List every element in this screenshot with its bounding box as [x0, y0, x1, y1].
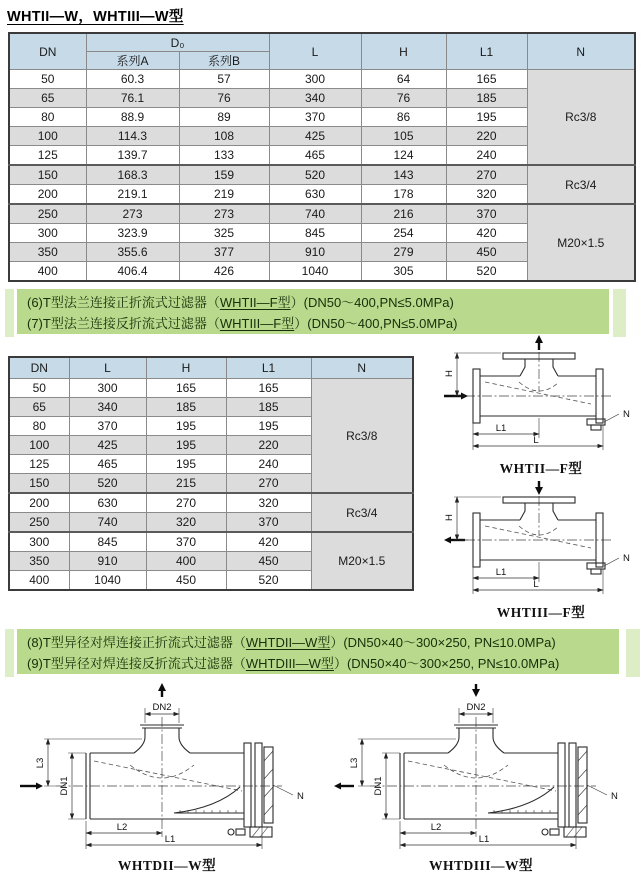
table-row [9, 532, 413, 552]
cell: 76 [361, 89, 446, 108]
model-code: WHTII—F型 [219, 295, 291, 310]
cell: 370 [69, 417, 146, 436]
cell: 219.1 [86, 185, 179, 205]
cell: 60.3 [86, 70, 179, 89]
cell: 377 [179, 243, 269, 262]
band-accent-strip-right [626, 629, 640, 677]
cell: 270 [146, 493, 226, 513]
cell: 400 [146, 552, 226, 571]
cell: 64 [361, 70, 446, 89]
table-row [9, 493, 413, 513]
cell: 185 [226, 398, 311, 417]
cell: 350 [9, 243, 86, 262]
section-line-6 [27, 292, 609, 313]
cell: 465 [269, 146, 361, 166]
flow-arrow-down-icon [535, 481, 543, 495]
cell: 273 [179, 204, 269, 224]
col-header-l1: L1 [446, 33, 527, 70]
cell: 910 [69, 552, 146, 571]
cell: 159 [179, 165, 269, 185]
cell: 1040 [69, 571, 146, 591]
cell: 50 [9, 70, 86, 89]
section-heading-band-d-types [17, 629, 619, 674]
band-accent-strip-left [5, 629, 14, 677]
cell: 250 [9, 204, 86, 224]
section-text: (7)T型法兰连接反折流式过滤器（ [27, 316, 220, 331]
cell: 350 [9, 552, 69, 571]
cell: 124 [361, 146, 446, 166]
cell: 195 [146, 417, 226, 436]
cell: 254 [361, 224, 446, 243]
cell: 65 [9, 89, 86, 108]
dim-label-l3: L3 [349, 757, 360, 769]
cell: 150 [9, 165, 86, 185]
cell: 165 [146, 379, 226, 398]
diagram-whtdiii-w [326, 681, 636, 874]
cell: 80 [9, 108, 86, 127]
cell: 195 [146, 455, 226, 474]
strainer-drawing [326, 681, 636, 853]
cell: 340 [269, 89, 361, 108]
cell: 200 [9, 493, 69, 513]
cell: 86 [361, 108, 446, 127]
section-text: ）(DN50×40～300×250, PN≤10.0MPa) [330, 635, 556, 650]
diagram-caption: WHTII—F型 [499, 461, 583, 476]
dim-label-h: H [444, 514, 455, 521]
dim-label-n: N [611, 791, 618, 802]
cell: 370 [446, 204, 527, 224]
dim-label-dn1: DN1 [373, 776, 384, 796]
col-header-series-a: 系列A [86, 52, 179, 70]
dim-label-l1: L1 [478, 834, 490, 845]
cell: 630 [69, 493, 146, 513]
col-header-n: N [311, 357, 413, 379]
n-group-cell: M20×1.5 [527, 204, 635, 281]
cell: 630 [269, 185, 361, 205]
col-header-l: L [269, 33, 361, 70]
cell: 76.1 [86, 89, 179, 108]
flow-arrow-out-icon [334, 783, 354, 790]
dim-label-n: N [623, 409, 630, 420]
cell: 425 [269, 127, 361, 146]
cell: 185 [446, 89, 527, 108]
cell: 108 [179, 127, 269, 146]
cell: 520 [69, 474, 146, 494]
cell: 200 [9, 185, 86, 205]
n-group-cell: Rc3/8 [311, 379, 413, 494]
cell: 114.3 [86, 127, 179, 146]
cell: 240 [226, 455, 311, 474]
cell: 270 [226, 474, 311, 494]
cell: 400 [9, 571, 69, 591]
cell: 125 [9, 146, 86, 166]
table-row [9, 204, 635, 224]
cell: 240 [446, 146, 527, 166]
cell: 740 [69, 513, 146, 533]
flow-arrow-up-icon [158, 683, 166, 697]
table-whtf-dimensions [8, 356, 414, 591]
cell: 195 [446, 108, 527, 127]
col-header-h: H [146, 357, 226, 379]
dim-label-l1: L1 [164, 834, 176, 845]
col-header-series-b: 系列B [179, 52, 269, 70]
cell: 168.3 [86, 165, 179, 185]
cell: 910 [269, 243, 361, 262]
cell: 355.6 [86, 243, 179, 262]
col-header-h: H [361, 33, 446, 70]
page-title: WHTII—W，WHTIII—W型 [7, 9, 184, 25]
cell: 195 [146, 436, 226, 455]
cell: 270 [446, 165, 527, 185]
section-text: ）(DN50×40～300×250, PN≤10.0MPa) [333, 656, 560, 671]
section-text: ）(DN50～400,PN≤5.0MPa) [294, 316, 458, 331]
cell: 215 [146, 474, 226, 494]
flow-arrow-in-icon [20, 783, 43, 790]
cell: 406.4 [86, 262, 179, 282]
cell: 370 [226, 513, 311, 533]
cell: 100 [9, 436, 69, 455]
col-header-l1: L1 [226, 357, 311, 379]
cell: 50 [9, 379, 69, 398]
dim-label-l1: L1 [495, 567, 507, 578]
cell: 220 [446, 127, 527, 146]
cell: 520 [226, 571, 311, 591]
dim-label-l1: L1 [495, 423, 507, 434]
cell: 320 [146, 513, 226, 533]
dim-label-l: L [533, 435, 539, 446]
cell: 143 [361, 165, 446, 185]
header-row [9, 357, 413, 379]
section-heading-band-f-types [17, 289, 609, 334]
dim-label-l3: L3 [35, 757, 46, 769]
cell: 139.7 [86, 146, 179, 166]
n-group-cell: M20×1.5 [311, 532, 413, 590]
cell: 165 [446, 70, 527, 89]
diagram-caption: WHTDII—W型 [117, 858, 217, 873]
cell: 76 [179, 89, 269, 108]
cell: 845 [269, 224, 361, 243]
col-header-l: L [69, 357, 146, 379]
diagram-caption: WHTDIII—W型 [428, 858, 533, 873]
cell: 89 [179, 108, 269, 127]
table-row [9, 379, 413, 398]
cell: 220 [226, 436, 311, 455]
cell: 465 [69, 455, 146, 474]
table-row [9, 70, 635, 89]
cell: 1040 [269, 262, 361, 282]
header-row [9, 33, 635, 52]
dim-label-dn2: DN2 [466, 702, 486, 713]
strainer-drawing [12, 681, 322, 853]
section-text: (8)T型异径对焊连接正折流式过滤器（ [27, 635, 246, 650]
n-group-cell: Rc3/8 [527, 70, 635, 166]
model-code: WHTDII—W型 [245, 635, 331, 650]
col-header-dn: DN [9, 357, 69, 379]
cell: 845 [69, 532, 146, 552]
cell: 325 [179, 224, 269, 243]
cell: 65 [9, 398, 69, 417]
cell: 150 [9, 474, 69, 494]
cell: 219 [179, 185, 269, 205]
diagram-whtii-f [441, 334, 641, 477]
n-group-cell: Rc3/4 [527, 165, 635, 204]
cell: 133 [179, 146, 269, 166]
cell: 425 [69, 436, 146, 455]
cell: 320 [226, 493, 311, 513]
section-text: (9)T型异径对焊连接反折流式过滤器（ [27, 656, 246, 671]
cell: 300 [9, 224, 86, 243]
col-header-n: N [527, 33, 635, 70]
section-line-9 [27, 653, 619, 674]
dim-label-dn1: DN1 [59, 776, 70, 796]
cell: 520 [269, 165, 361, 185]
diagram-caption: WHTIII—F型 [496, 605, 586, 620]
cell: 450 [146, 571, 226, 591]
dim-label-n: N [297, 791, 304, 802]
cell: 400 [9, 262, 86, 282]
dim-label-l: L [533, 579, 539, 590]
cell: 340 [69, 398, 146, 417]
dim-label-n: N [623, 553, 630, 564]
screen-plate [174, 787, 244, 813]
cell: 165 [226, 379, 311, 398]
cell: 300 [69, 379, 146, 398]
cell: 300 [269, 70, 361, 89]
cell: 100 [9, 127, 86, 146]
table-row [9, 165, 635, 185]
cell: 57 [179, 70, 269, 89]
diagram-whtiii-f [441, 478, 641, 621]
cell: 323.9 [86, 224, 179, 243]
col-header-d0: D₀ [86, 33, 269, 52]
flow-arrow-up-icon [535, 335, 543, 350]
model-code: WHTDIII—W型 [245, 656, 334, 671]
n-group-cell: Rc3/4 [311, 493, 413, 532]
model-code: WHTIII—F型 [219, 316, 295, 331]
dim-label-h: H [444, 370, 455, 377]
section-line-8 [27, 632, 619, 653]
cell: 450 [446, 243, 527, 262]
cell: 370 [269, 108, 361, 127]
dim-label-dn2: DN2 [152, 702, 172, 713]
cell: 273 [86, 204, 179, 224]
cell: 520 [446, 262, 527, 282]
band-accent-strip-right [613, 289, 626, 337]
cell: 420 [446, 224, 527, 243]
cell: 195 [226, 417, 311, 436]
section-text: (6)T型法兰连接正折流式过滤器（ [27, 295, 220, 310]
cell: 370 [146, 532, 226, 552]
band-accent-strip-left [5, 289, 14, 337]
cell: 426 [179, 262, 269, 282]
flow-arrow-down-icon [472, 684, 480, 697]
drain-assembly [228, 827, 272, 837]
cell: 250 [9, 513, 69, 533]
cell: 420 [226, 532, 311, 552]
cell: 178 [361, 185, 446, 205]
section-text: ）(DN50～400,PN≤5.0MPa) [290, 295, 454, 310]
dim-label-l2: L2 [116, 822, 128, 833]
section-line-7 [27, 313, 609, 334]
cell: 279 [361, 243, 446, 262]
cell: 88.9 [86, 108, 179, 127]
strainer-drawing [441, 478, 641, 600]
col-header-dn: DN [9, 33, 86, 70]
screen-plate [488, 787, 558, 813]
strainer-drawing [441, 334, 641, 456]
cell: 216 [361, 204, 446, 224]
cell: 80 [9, 417, 69, 436]
dim-label-l2: L2 [430, 822, 442, 833]
cell: 320 [446, 185, 527, 205]
cell: 105 [361, 127, 446, 146]
cell: 305 [361, 262, 446, 282]
drain-assembly [542, 827, 586, 837]
cell: 740 [269, 204, 361, 224]
cell: 300 [9, 532, 69, 552]
diagram-whtdii-w [12, 681, 322, 874]
cell: 185 [146, 398, 226, 417]
cell: 450 [226, 552, 311, 571]
cell: 125 [9, 455, 69, 474]
table-whtw-dimensions [8, 32, 636, 282]
